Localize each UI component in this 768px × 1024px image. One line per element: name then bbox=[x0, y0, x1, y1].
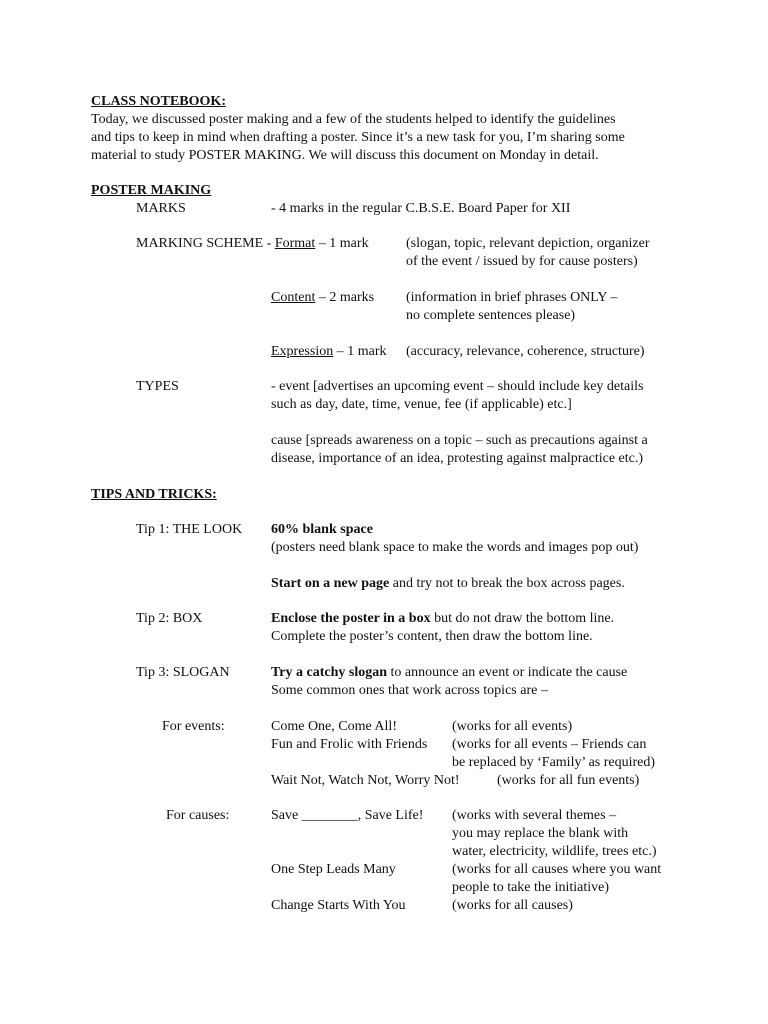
tip1-new-page-bold: Start on a new page bbox=[271, 576, 390, 591]
types-cause-1: cause [spreads awareness on a topic – such as precautions against a bbox=[271, 433, 648, 448]
content-desc-2: no complete sentences please) bbox=[406, 308, 576, 323]
event-note-1: (works for all events) bbox=[452, 719, 573, 734]
tip3-bold: Try a catchy slogan bbox=[271, 665, 388, 680]
tip2-line1 bbox=[271, 610, 614, 628]
class-notebook-heading: CLASS NOTEBOOK: bbox=[91, 94, 226, 109]
cause-note-1a: (works with several themes – bbox=[452, 808, 617, 823]
tips-heading: TIPS AND TRICKS: bbox=[91, 487, 217, 502]
tip2-line2: Complete the poster’s content, then draw the bottom line. bbox=[271, 629, 593, 644]
cause-note-1b: you may replace the blank with bbox=[452, 826, 629, 841]
expression-marks: – 1 mark bbox=[333, 344, 387, 359]
event-note-2b: be replaced by ‘Family’ as required) bbox=[452, 755, 656, 770]
cause-slogan-1: Save ________, Save Life! bbox=[271, 808, 424, 823]
tip1-line3 bbox=[271, 575, 625, 593]
event-note-3: (works for all fun events) bbox=[497, 773, 640, 788]
cause-note-3: (works for all causes) bbox=[452, 898, 573, 913]
event-slogan-2: Fun and Frolic with Friends bbox=[271, 737, 428, 752]
tip2-bold: Enclose the poster in a box bbox=[271, 611, 431, 626]
tip3-rest: to announce an event or indicate the cause bbox=[387, 665, 628, 680]
format-marks: – 1 mark bbox=[315, 236, 369, 251]
intro-line-2: and tips to keep in mind when drafting a poster. Since it’s a new task for you, I’m sharing some bbox=[91, 130, 625, 145]
format-name: Format bbox=[274, 236, 316, 251]
tip3-line2: Some common ones that work across topics are – bbox=[271, 683, 548, 698]
tip1-label: Tip 1: THE LOOK bbox=[136, 522, 243, 537]
content-marks: – 2 marks bbox=[315, 290, 375, 305]
cause-note-2b: people to take the initiative) bbox=[452, 880, 610, 895]
tip1-line2: (posters need blank space to make the words and images pop out) bbox=[271, 540, 639, 555]
types-cause-2: disease, importance of an idea, protesting against malpractice etc.) bbox=[271, 451, 644, 466]
event-slogan-3: Wait Not, Watch Not, Worry Not! bbox=[271, 773, 460, 788]
marking-scheme-row bbox=[136, 235, 369, 253]
tip3-label: Tip 3: SLOGAN bbox=[136, 665, 230, 680]
expression-desc: (accuracy, relevance, coherence, structure) bbox=[406, 344, 645, 359]
events-label: For events: bbox=[162, 719, 225, 734]
tip3-line1 bbox=[271, 664, 627, 682]
causes-label: For causes: bbox=[166, 808, 230, 823]
poster-making-heading: POSTER MAKING bbox=[91, 183, 212, 198]
types-event-1: - event [advertises an upcoming event – should include key details bbox=[271, 379, 644, 394]
cause-note-1c: water, electricity, wildlife, trees etc.) bbox=[452, 844, 657, 859]
expression-name: Expression bbox=[271, 344, 334, 359]
cause-slogan-3: Change Starts With You bbox=[271, 898, 406, 913]
event-note-2a: (works for all events – Friends can bbox=[452, 737, 647, 752]
tip1-new-page-rest: and try not to break the box across pages. bbox=[389, 576, 625, 591]
tip1-bold: 60% blank space bbox=[271, 522, 373, 537]
marking-scheme-label: MARKING SCHEME - bbox=[136, 236, 275, 251]
content-desc-1: (information in brief phrases ONLY – bbox=[406, 290, 618, 305]
cause-note-2a: (works for all causes where you want bbox=[452, 862, 662, 877]
content-name: Content bbox=[271, 290, 316, 305]
tip2-rest: but do not draw the bottom line. bbox=[430, 611, 615, 626]
format-desc-2: of the event / issued by for cause posters) bbox=[406, 254, 638, 269]
types-label: TYPES bbox=[136, 379, 179, 394]
marks-label: MARKS bbox=[136, 201, 186, 216]
content-row bbox=[271, 289, 374, 307]
tip2-label: Tip 2: BOX bbox=[136, 611, 203, 626]
cause-slogan-2: One Step Leads Many bbox=[271, 862, 396, 877]
intro-line-3: material to study POSTER MAKING. We will discuss this document on Monday in detail. bbox=[91, 148, 599, 163]
marks-value: - 4 marks in the regular C.B.S.E. Board Paper for XII bbox=[271, 201, 571, 216]
types-event-2: such as day, date, time, venue, fee (if applicable) etc.] bbox=[271, 397, 572, 412]
format-desc-1: (slogan, topic, relevant depiction, organizer bbox=[406, 236, 650, 251]
expression-row bbox=[271, 343, 386, 361]
event-slogan-1: Come One, Come All! bbox=[271, 719, 397, 734]
intro-line-1: Today, we discussed poster making and a few of the students helped to identify the guidelines bbox=[91, 112, 616, 127]
